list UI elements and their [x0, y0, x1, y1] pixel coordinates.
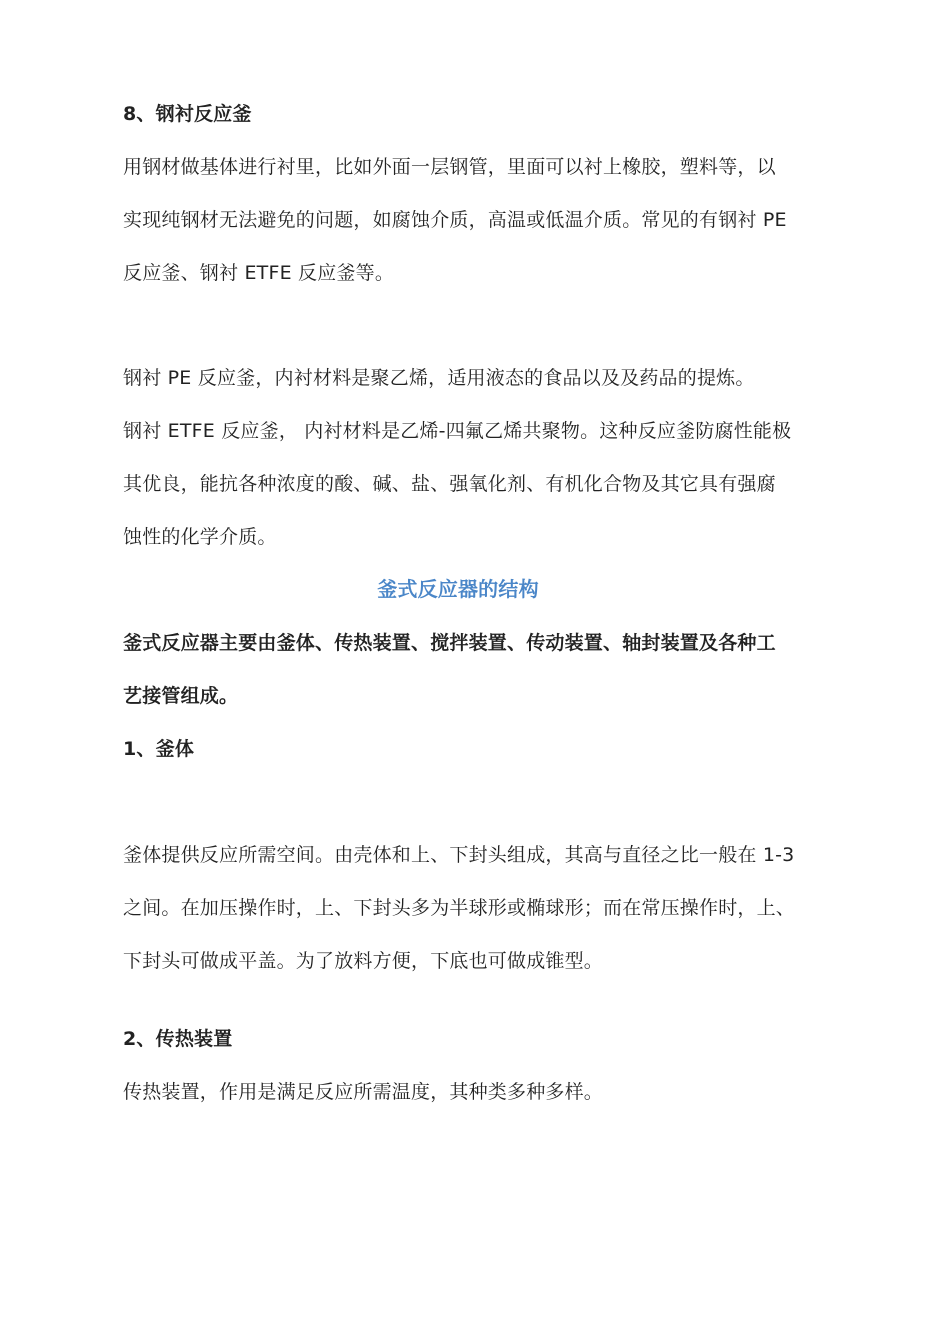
paragraph-line: 下封头可做成平盖。为了放料方便，下底也可做成锥型。 — [123, 950, 604, 972]
intro-line: 艺接管组成。 — [123, 685, 239, 707]
paragraph-pe-lining: 钢衬 PE 反应釜，内衬材料是聚乙烯，适用液态的食品以及及药品的提炼。 — [123, 367, 755, 389]
intro-line: 釜式反应器主要由釜体、传热装置、搅拌装置、传动装置、轴封装置及各种工 — [123, 632, 776, 654]
paragraph-line: 用钢材做基体进行衬里，比如外面一层钢管，里面可以衬上橡胶，塑料等，以 — [123, 156, 776, 178]
paragraph-line: 钢衬 ETFE 反应釜， 内衬材料是乙烯-四氟乙烯共聚物。这种反应釜防腐性能极 — [123, 420, 792, 442]
paragraph-line: 实现纯钢材无法避免的问题，如腐蚀介质，高温或低温介质。常见的有钢衬 PE — [123, 209, 787, 231]
item-heading-vessel-body: 1、釜体 — [123, 738, 195, 760]
paragraph-line: 反应釜、钢衬 ETFE 反应釜等。 — [123, 262, 395, 284]
paragraph-heat-transfer: 传热装置，作用是满足反应所需温度，其种类多种多样。 — [123, 1081, 604, 1103]
paragraph-line: 之间。在加压操作时，上、下封头多为半球形或椭球形；而在常压操作时，上、 — [123, 897, 796, 919]
section-heading-steel-lined-reactor: 8、钢衬反应釜 — [123, 103, 252, 125]
item-heading-heat-transfer: 2、传热装置 — [123, 1028, 233, 1050]
paragraph-line: 釜体提供反应所需空间。由壳体和上、下封头组成，其高与直径之比一般在 1-3 — [123, 844, 795, 866]
section-title-structure: 釜式反应器的结构 — [377, 577, 539, 601]
paragraph-line: 其优良，能抗各种浓度的酸、碱、盐、强氧化剂、有机化合物及其它具有强腐 — [123, 473, 776, 495]
paragraph-line: 蚀性的化学介质。 — [123, 526, 277, 548]
